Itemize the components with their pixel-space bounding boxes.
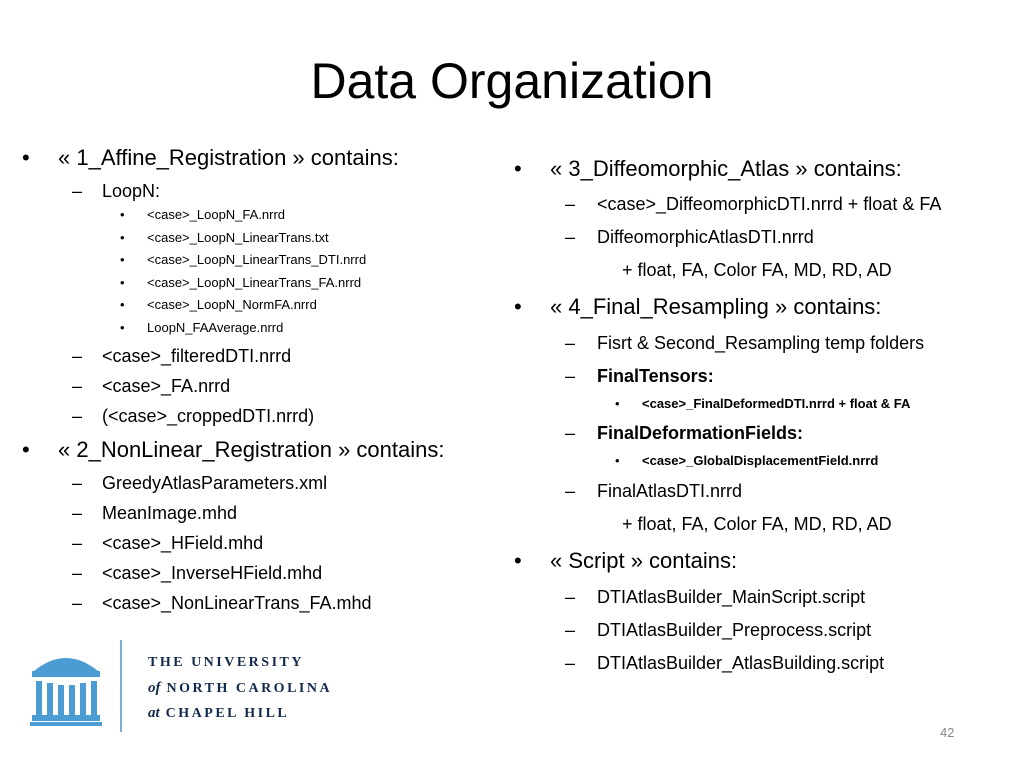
affine-file: (<case>_croppedDTI.nrrd) [102, 406, 315, 426]
dash-mark: – [565, 653, 576, 673]
logo-line-3: at CHAPEL HILL [148, 705, 290, 721]
bullet-dot: • [615, 396, 620, 411]
loopn-file: <case>_LoopN_LinearTrans.txt [147, 230, 329, 245]
dash-mark: – [72, 181, 83, 201]
dash-mark: – [565, 587, 576, 607]
final-atlas-file: FinalAtlasDTI.nrrd [597, 481, 743, 501]
logo-divider [120, 640, 122, 732]
affine-file: <case>_filteredDTI.nrrd [102, 346, 292, 366]
diffeo-file: <case>_DiffeomorphicDTI.nrrd + float & FA [597, 194, 942, 214]
bullet-dot: • [22, 145, 30, 170]
logo-line-1: THE UNIVERSITY [148, 655, 304, 670]
resampling-temp: Fisrt & Second_Resampling temp folders [597, 333, 925, 353]
final-def-fields-label: FinalDeformationFields: [597, 423, 804, 443]
bullet-dot: • [22, 437, 30, 462]
bullet-dot: • [120, 230, 125, 245]
dash-mark: – [72, 473, 83, 493]
nonlinear-file: <case>_HField.mhd [102, 533, 264, 553]
diffeo-file: DiffeomorphicAtlasDTI.nrrd [597, 227, 814, 247]
bullet-dot: • [615, 453, 620, 468]
bullet-dot: • [514, 548, 522, 573]
final-def-fields-file: <case>_GlobalDisplacementField.nrrd [642, 453, 879, 468]
loopn-label: LoopN: [102, 181, 161, 201]
old-well-logo-icon [30, 645, 102, 727]
loopn-file: LoopN_FAAverage.nrrd [147, 320, 284, 335]
bullet-dot: • [120, 297, 125, 312]
script-heading: « Script » contains: [550, 548, 738, 573]
bullet-dot: • [120, 252, 125, 267]
slide-title: Data Organization [310, 53, 714, 109]
dash-mark: – [565, 366, 576, 386]
nonlinear-file: <case>_NonLinearTrans_FA.mhd [102, 593, 372, 613]
script-file: DTIAtlasBuilder_Preprocess.script [597, 620, 872, 640]
diffeo-file-continuation: + float, FA, Color FA, MD, RD, AD [622, 260, 892, 280]
loopn-file: <case>_LoopN_NormFA.nrrd [147, 297, 317, 312]
dash-mark: – [565, 423, 576, 443]
dash-mark: – [565, 481, 576, 501]
affine-file: <case>_FA.nrrd [102, 376, 231, 396]
bullet-dot: • [120, 320, 125, 335]
dash-mark: – [72, 563, 83, 583]
dash-mark: – [565, 333, 576, 353]
dash-mark: – [72, 346, 83, 366]
nonlinear-file: <case>_InverseHField.mhd [102, 563, 323, 583]
final-tensors-label: FinalTensors: [597, 366, 714, 386]
dash-mark: – [72, 376, 83, 396]
loopn-file: <case>_LoopN_LinearTrans_FA.nrrd [147, 275, 362, 290]
dash-mark: – [565, 620, 576, 640]
dash-mark: – [72, 406, 83, 426]
page-number: 42 [940, 725, 955, 740]
nonlinear-heading: « 2_NonLinear_Registration » contains: [58, 437, 445, 462]
dash-mark: – [72, 593, 83, 613]
dash-mark: – [72, 533, 83, 553]
nonlinear-file: MeanImage.mhd [102, 503, 238, 523]
diffeo-heading: « 3_Diffeomorphic_Atlas » contains: [550, 156, 902, 181]
dash-mark: – [565, 194, 576, 214]
bullet-dot: • [514, 156, 522, 181]
loopn-file: <case>_LoopN_LinearTrans_DTI.nrrd [147, 252, 367, 267]
script-file: DTIAtlasBuilder_MainScript.script [597, 587, 866, 607]
dash-mark: – [72, 503, 83, 523]
dash-mark: – [565, 227, 576, 247]
resampling-heading: « 4_Final_Resampling » contains: [550, 294, 882, 319]
bullet-dot: • [120, 275, 125, 290]
bullet-dot: • [120, 207, 125, 222]
final-atlas-continuation: + float, FA, Color FA, MD, RD, AD [622, 514, 892, 534]
nonlinear-file: GreedyAtlasParameters.xml [102, 473, 328, 493]
affine-heading: « 1_Affine_Registration » contains: [58, 145, 399, 170]
bullet-dot: • [514, 294, 522, 319]
loopn-file: <case>_LoopN_FA.nrrd [147, 207, 286, 222]
script-file: DTIAtlasBuilder_AtlasBuilding.script [597, 653, 885, 673]
final-tensors-file: <case>_FinalDeformedDTI.nrrd + float & FA [642, 396, 911, 411]
logo-line-2: of NORTH CAROLINA [148, 680, 333, 696]
